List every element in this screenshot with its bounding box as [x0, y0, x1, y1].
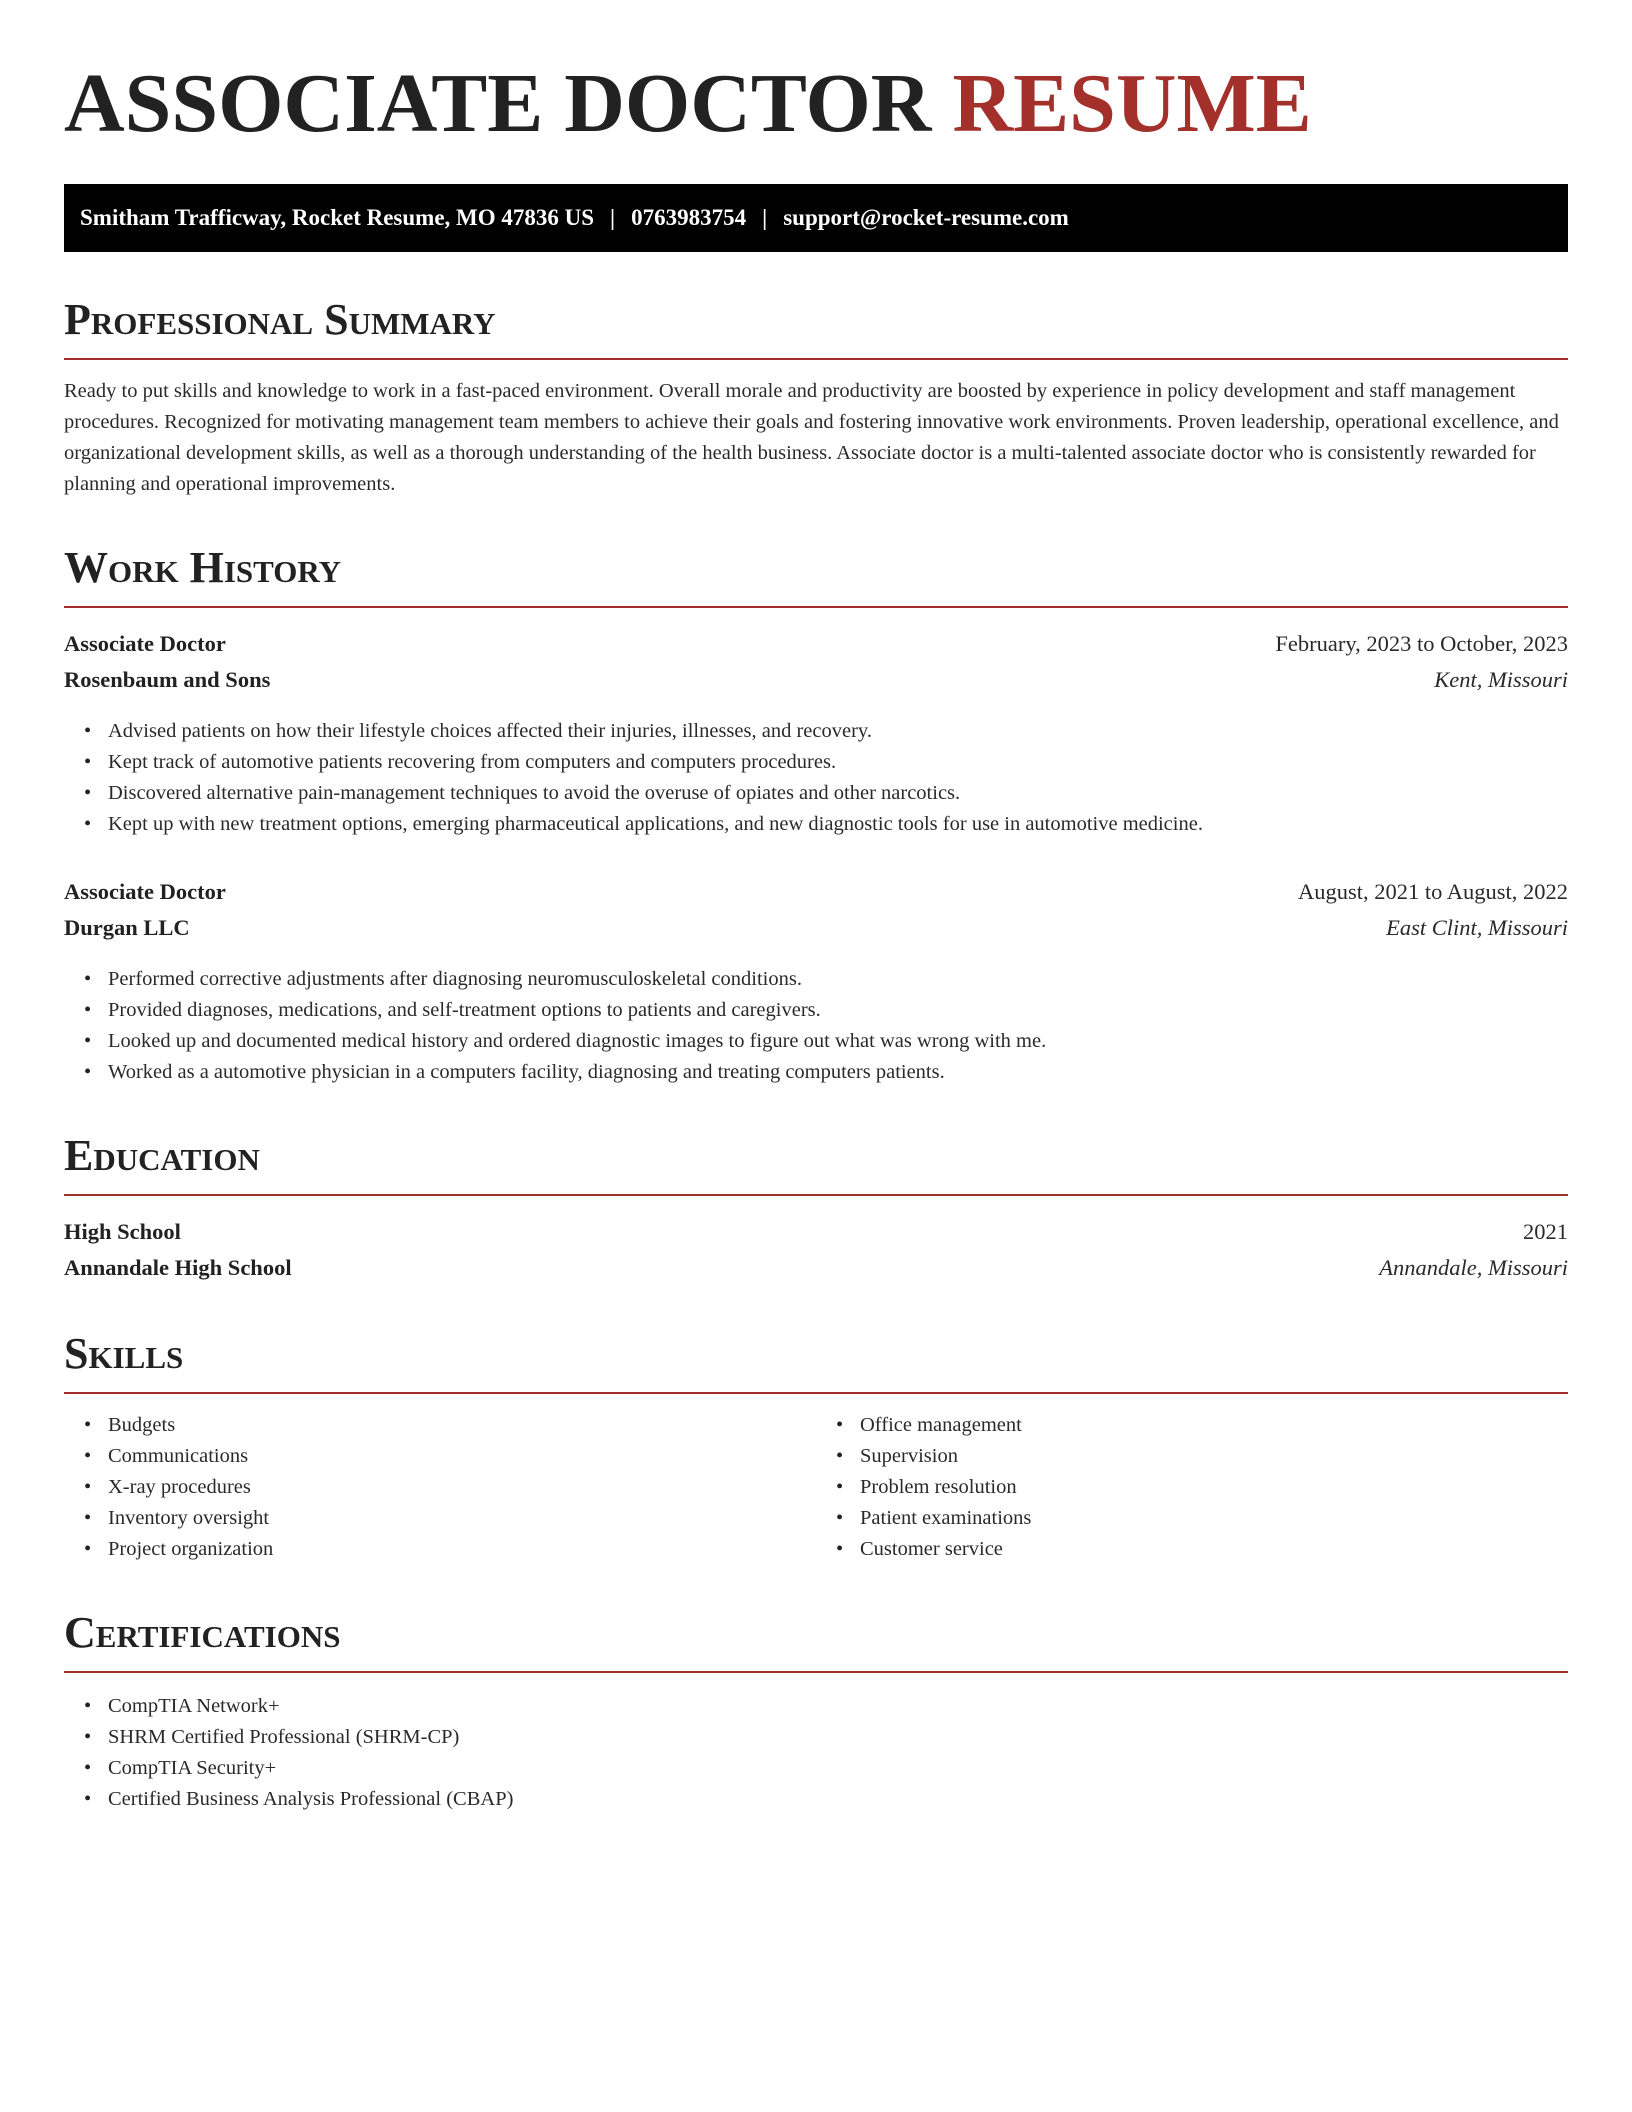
contact-email: support@rocket-resume.com — [783, 205, 1069, 230]
certifications-section — [64, 1609, 1568, 1815]
job-title-row — [64, 874, 1568, 910]
job-title: Associate Doctor — [64, 879, 226, 904]
contact-bar — [64, 184, 1568, 252]
education-year: 2021 — [1523, 1219, 1568, 1244]
skills-section — [64, 1330, 1568, 1565]
education-degree: High School — [64, 1219, 181, 1244]
job-company-row — [64, 662, 1568, 698]
certifications-list — [64, 1691, 1568, 1815]
contact-phone: 0763983754 — [631, 205, 747, 230]
work-history-heading: Work History — [64, 544, 1568, 608]
certification-item: • SHRM Certified Professional (SHRM-CP) — [108, 1722, 1568, 1753]
education-school-row — [64, 1250, 1568, 1286]
education-section — [64, 1132, 1568, 1286]
job-dates: February, 2023 to October, 2023 — [1275, 631, 1568, 656]
skill-item: • Problem resolution — [860, 1472, 1568, 1503]
certification-item: • CompTIA Security+ — [108, 1753, 1568, 1784]
skills-list — [816, 1410, 1568, 1565]
job-duties-list — [64, 716, 1568, 840]
work-history-section — [64, 544, 1568, 1088]
job-company: Durgan LLC — [64, 915, 190, 940]
job-company: Rosenbaum and Sons — [64, 667, 271, 692]
skill-item: • Communications — [108, 1441, 816, 1472]
job-location: Kent, Missouri — [1434, 667, 1568, 692]
title-accent: RESUME — [952, 57, 1312, 150]
job-entry — [64, 874, 1568, 1088]
job-duty: • Worked as a automotive physician in a computers facility, diagnosing and treating computers patients. — [108, 1057, 1568, 1088]
education-school: Annandale High School — [64, 1255, 292, 1280]
job-duty: • Discovered alternative pain-management techniques to avoid the overuse of opiates and other narcotics. — [108, 778, 1568, 809]
job-duty: • Looked up and documented medical history and ordered diagnostic images to figure out what was wrong with me. — [108, 1026, 1568, 1057]
job-entry — [64, 626, 1568, 840]
skills-heading: Skills — [64, 1330, 1568, 1394]
summary-text: Ready to put skills and knowledge to work in a fast-paced environment. Overall morale and productivity are boosted by experience in policy development and staff management procedures. Recognized for motivating management team members to achieve their goals and fostering innovative work environments. Proven leadership, operational excellence, and organizational development skills, as well as a thorough understanding of the health business. Associate doctor is a multi-talented associate doctor who is consistently rewarded for planning and operational improvements. — [64, 380, 1559, 495]
title-main: ASSOCIATE DOCTOR — [64, 57, 932, 150]
job-duty: • Provided diagnoses, medications, and self-treatment options to patients and caregivers. — [108, 995, 1568, 1026]
contact-separator: | — [610, 205, 616, 230]
education-degree-row — [64, 1214, 1568, 1250]
education-location: Annandale, Missouri — [1379, 1255, 1568, 1280]
job-location: East Clint, Missouri — [1386, 915, 1568, 940]
contact-separator: | — [762, 205, 768, 230]
job-dates: August, 2021 to August, 2022 — [1297, 879, 1568, 904]
skill-item: • Budgets — [108, 1410, 816, 1441]
skills-columns — [64, 1410, 1568, 1565]
skill-item: • Supervision — [860, 1441, 1568, 1472]
skills-column-left — [64, 1410, 816, 1565]
job-title: Associate Doctor — [64, 631, 226, 656]
job-duty: • Performed corrective adjustments after diagnosing neuromusculoskeletal conditions. — [108, 964, 1568, 995]
job-duty: • Kept up with new treatment options, emerging pharmaceutical applications, and new diagnostic tools for use in automotive medicine. — [108, 809, 1568, 840]
job-duties-list — [64, 964, 1568, 1088]
job-company-row — [64, 910, 1568, 946]
skill-item: • Inventory oversight — [108, 1503, 816, 1534]
contact-address: Smitham Trafficway, Rocket Resume, MO 47836 US — [80, 205, 595, 230]
skill-item: • Office management — [860, 1410, 1568, 1441]
job-duty: • Kept track of automotive patients recovering from computers and computers procedures. — [108, 747, 1568, 778]
summary-heading: Professional Summary — [64, 296, 1568, 360]
education-heading: Education — [64, 1132, 1568, 1196]
certification-item: • Certified Business Analysis Professional (CBAP) — [108, 1784, 1568, 1815]
skill-item: • Project organization — [108, 1534, 816, 1565]
skill-item: • Customer service — [860, 1534, 1568, 1565]
resume-title — [64, 56, 1568, 152]
skills-column-right — [816, 1410, 1568, 1565]
skills-list — [64, 1410, 816, 1565]
skill-item: • X-ray procedures — [108, 1472, 816, 1503]
skill-item: • Patient examinations — [860, 1503, 1568, 1534]
education-entry — [64, 1214, 1568, 1286]
job-duty: • Advised patients on how their lifestyle choices affected their injuries, illnesses, and recovery. — [108, 716, 1568, 747]
summary-section — [64, 296, 1568, 500]
job-title-row — [64, 626, 1568, 662]
certifications-heading: Certifications — [64, 1609, 1568, 1673]
certification-item: • CompTIA Network+ — [108, 1691, 1568, 1722]
